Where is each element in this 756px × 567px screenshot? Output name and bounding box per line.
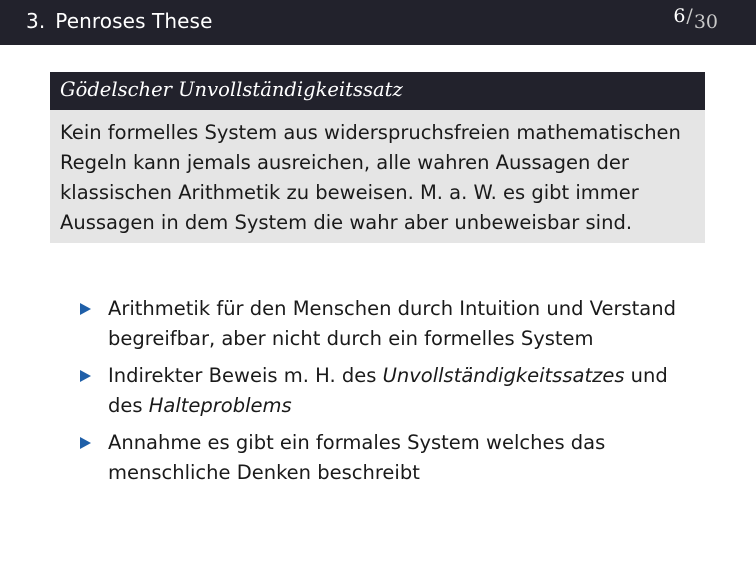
list-item (80, 294, 700, 354)
section-title (26, 9, 212, 33)
section-title-text: Penroses These (55, 9, 213, 33)
list-item-text (108, 364, 668, 417)
emphasis-term: Unvollständigkeitssatzes (382, 364, 625, 387)
theorem-block (50, 72, 705, 243)
list-item-text-part: und des (108, 364, 668, 417)
triangle-right-icon (80, 370, 91, 382)
emphasis-term: Halteproblems (148, 394, 292, 417)
list-item (80, 361, 700, 421)
page-separator: / (686, 5, 693, 27)
theorem-block-title: Gödelscher Unvollständigkeitssatz (50, 72, 705, 110)
page-current: 6 (673, 5, 686, 27)
page-counter (673, 5, 718, 33)
list-item-text-part: Indirekter Beweis m. H. des (108, 364, 383, 387)
bullet-list (80, 294, 700, 495)
list-item-text: Arithmetik für den Menschen durch Intuition und Verstand begreifbar, aber nicht durch ein formelles System (108, 297, 676, 350)
page-total: 30 (693, 11, 718, 33)
section-number: 3. (26, 9, 46, 33)
theorem-block-body: Kein formelles System aus widerspruchsfreien mathematischen Regeln kann jemals ausreichen, alle wahren Aussagen der klassischen Arithmetik zu beweisen. M. a. W. es gibt immer Aussagen in dem System die wahr aber unbeweisbar sind. (50, 110, 705, 243)
list-item-text: Annahme es gibt ein formales System welches das menschliche Denken beschreibt (108, 431, 606, 484)
slide-header (0, 0, 756, 45)
triangle-right-icon (80, 437, 91, 449)
list-item (80, 428, 700, 488)
triangle-right-icon (80, 303, 91, 315)
